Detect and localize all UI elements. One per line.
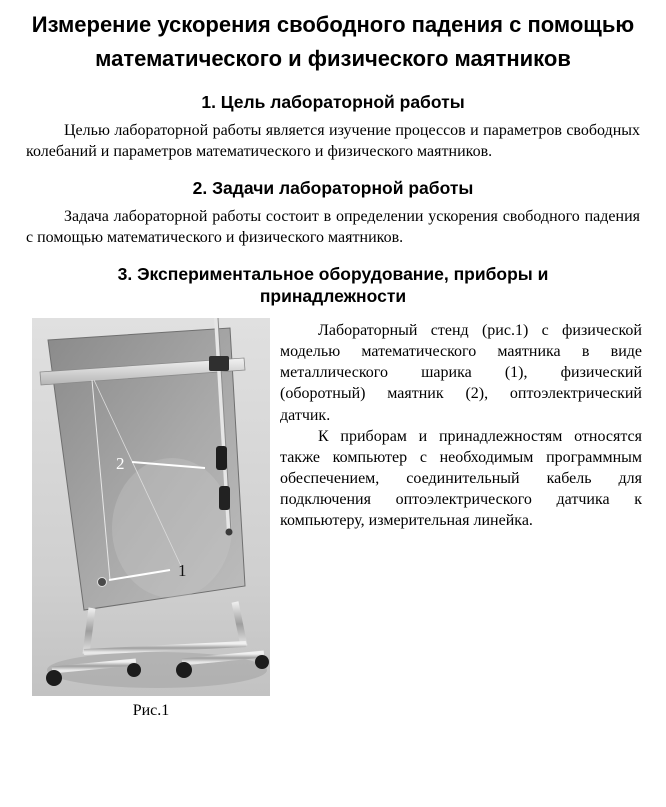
wheel-right-back [255,655,269,669]
lab-stand-illustration [32,318,270,696]
rod-clamp [209,356,229,371]
rod-weight-lower [219,486,230,510]
rod-tip [226,529,233,536]
page-title: Измерение ускорения свободного падения с помощью математического и физического маятников [31,12,635,72]
wheel-left-back [127,663,141,677]
metal-ball [98,578,107,587]
figure-and-text-row [24,318,642,720]
figure-caption: Рис.1 [132,702,170,720]
rod-weight-upper [216,446,227,470]
section-heading-goal: 1. Цель лабораторной работы [201,92,465,113]
figure-photo-lab-stand [32,318,270,696]
section-heading-equipment: 3. Экспериментальное оборудование, приборы и принадлежности [117,264,549,307]
wheel-right-front [176,662,192,678]
figure-label-pendulum: 2 [116,454,125,474]
paragraph-goal: Целью лабораторной работы является изучение процессов и параметров свободных колебаний и параметров математического и физического маятников. [26,122,640,161]
paragraph-tasks: Задача лабораторной работы состоит в определении ускорения свободного падения с помощью математического и физического маятников. [26,208,640,247]
equipment-text-column [280,318,642,531]
section-heading-tasks: 2. Задачи лабораторной работы [192,178,474,199]
paragraph-equipment-2: К приборам и принадлежностям относятся также компьютер с необходимым программным обеспечением, соединительный кабель для подключения оптоэлектрического датчика к компьютеру, измерительная линейка. [280,427,642,530]
wheel-left-front [46,670,62,686]
figure-column [24,318,264,720]
figure-label-ball: 1 [178,561,187,581]
paragraph-equipment-1: Лабораторный стенд (рис.1) с физической моделью математического маятника в виде металлического шарика (1), физический (оборотный) маятник (2), оптоэлектрический датчик. [280,322,642,424]
